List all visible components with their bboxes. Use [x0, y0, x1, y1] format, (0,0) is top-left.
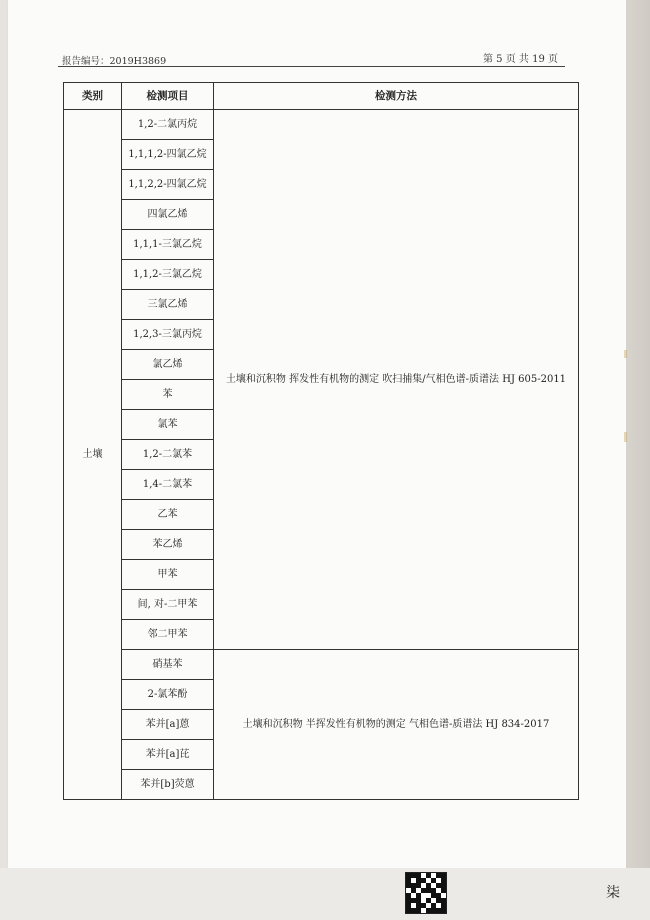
scan-background — [0, 868, 650, 920]
column-header-item: 检测项目 — [122, 83, 214, 110]
method-cell-svoc: 土壤和沉积物 半挥发性有机物的测定 气相色谱-质谱法 HJ 834-2017 — [214, 650, 579, 800]
test-item: 苯乙烯 — [122, 530, 214, 560]
page-edge — [626, 0, 650, 920]
test-item: 苯并[a]蒽 — [122, 710, 214, 740]
report-number: 报告编号：2019H3869 — [62, 56, 167, 67]
header-divider — [58, 66, 565, 67]
test-item: 乙苯 — [122, 500, 214, 530]
test-item: 氯乙烯 — [122, 350, 214, 380]
table-row — [64, 650, 579, 680]
test-item: 四氯乙烯 — [122, 200, 214, 230]
test-item: 1,2,3-三氯丙烷 — [122, 320, 214, 350]
test-item: 甲苯 — [122, 560, 214, 590]
test-item: 苯 — [122, 380, 214, 410]
test-method-table — [63, 82, 579, 800]
column-header-method: 检测方法 — [214, 83, 579, 110]
test-item: 1,1,1,2-四氯乙烷 — [122, 140, 214, 170]
test-item: 氯苯 — [122, 410, 214, 440]
page-number: 第 5 页 共 19 页 — [483, 54, 558, 65]
test-item: 1,2-二氯苯 — [122, 440, 214, 470]
test-item: 1,2-二氯丙烷 — [122, 110, 214, 140]
test-item: 2-氯苯酚 — [122, 680, 214, 710]
table-row — [64, 110, 579, 140]
test-item: 间, 对-二甲苯 — [122, 590, 214, 620]
test-item: 1,4-二氯苯 — [122, 470, 214, 500]
table-header-row — [64, 83, 579, 110]
column-header-category: 类别 — [64, 83, 122, 110]
test-item: 1,1,2,2-四氯乙烷 — [122, 170, 214, 200]
test-item: 1,1,2-三氯乙烷 — [122, 260, 214, 290]
scan-artifact — [624, 432, 627, 442]
test-item: 苯并[b]荧蒽 — [122, 770, 214, 800]
test-item: 苯并[a]芘 — [122, 740, 214, 770]
scan-artifact — [624, 350, 627, 358]
test-item: 三氯乙烯 — [122, 290, 214, 320]
test-item: 1,1,1-三氯乙烷 — [122, 230, 214, 260]
page-seal-character: 柒 — [606, 885, 620, 901]
qr-code-icon — [405, 872, 447, 914]
category-cell: 土壤 — [64, 110, 122, 800]
test-item: 邻二甲苯 — [122, 620, 214, 650]
test-item: 硝基苯 — [122, 650, 214, 680]
method-cell-voc: 土壤和沉积物 挥发性有机物的测定 吹扫捕集/气相色谱-质谱法 HJ 605-2011 — [214, 110, 579, 650]
